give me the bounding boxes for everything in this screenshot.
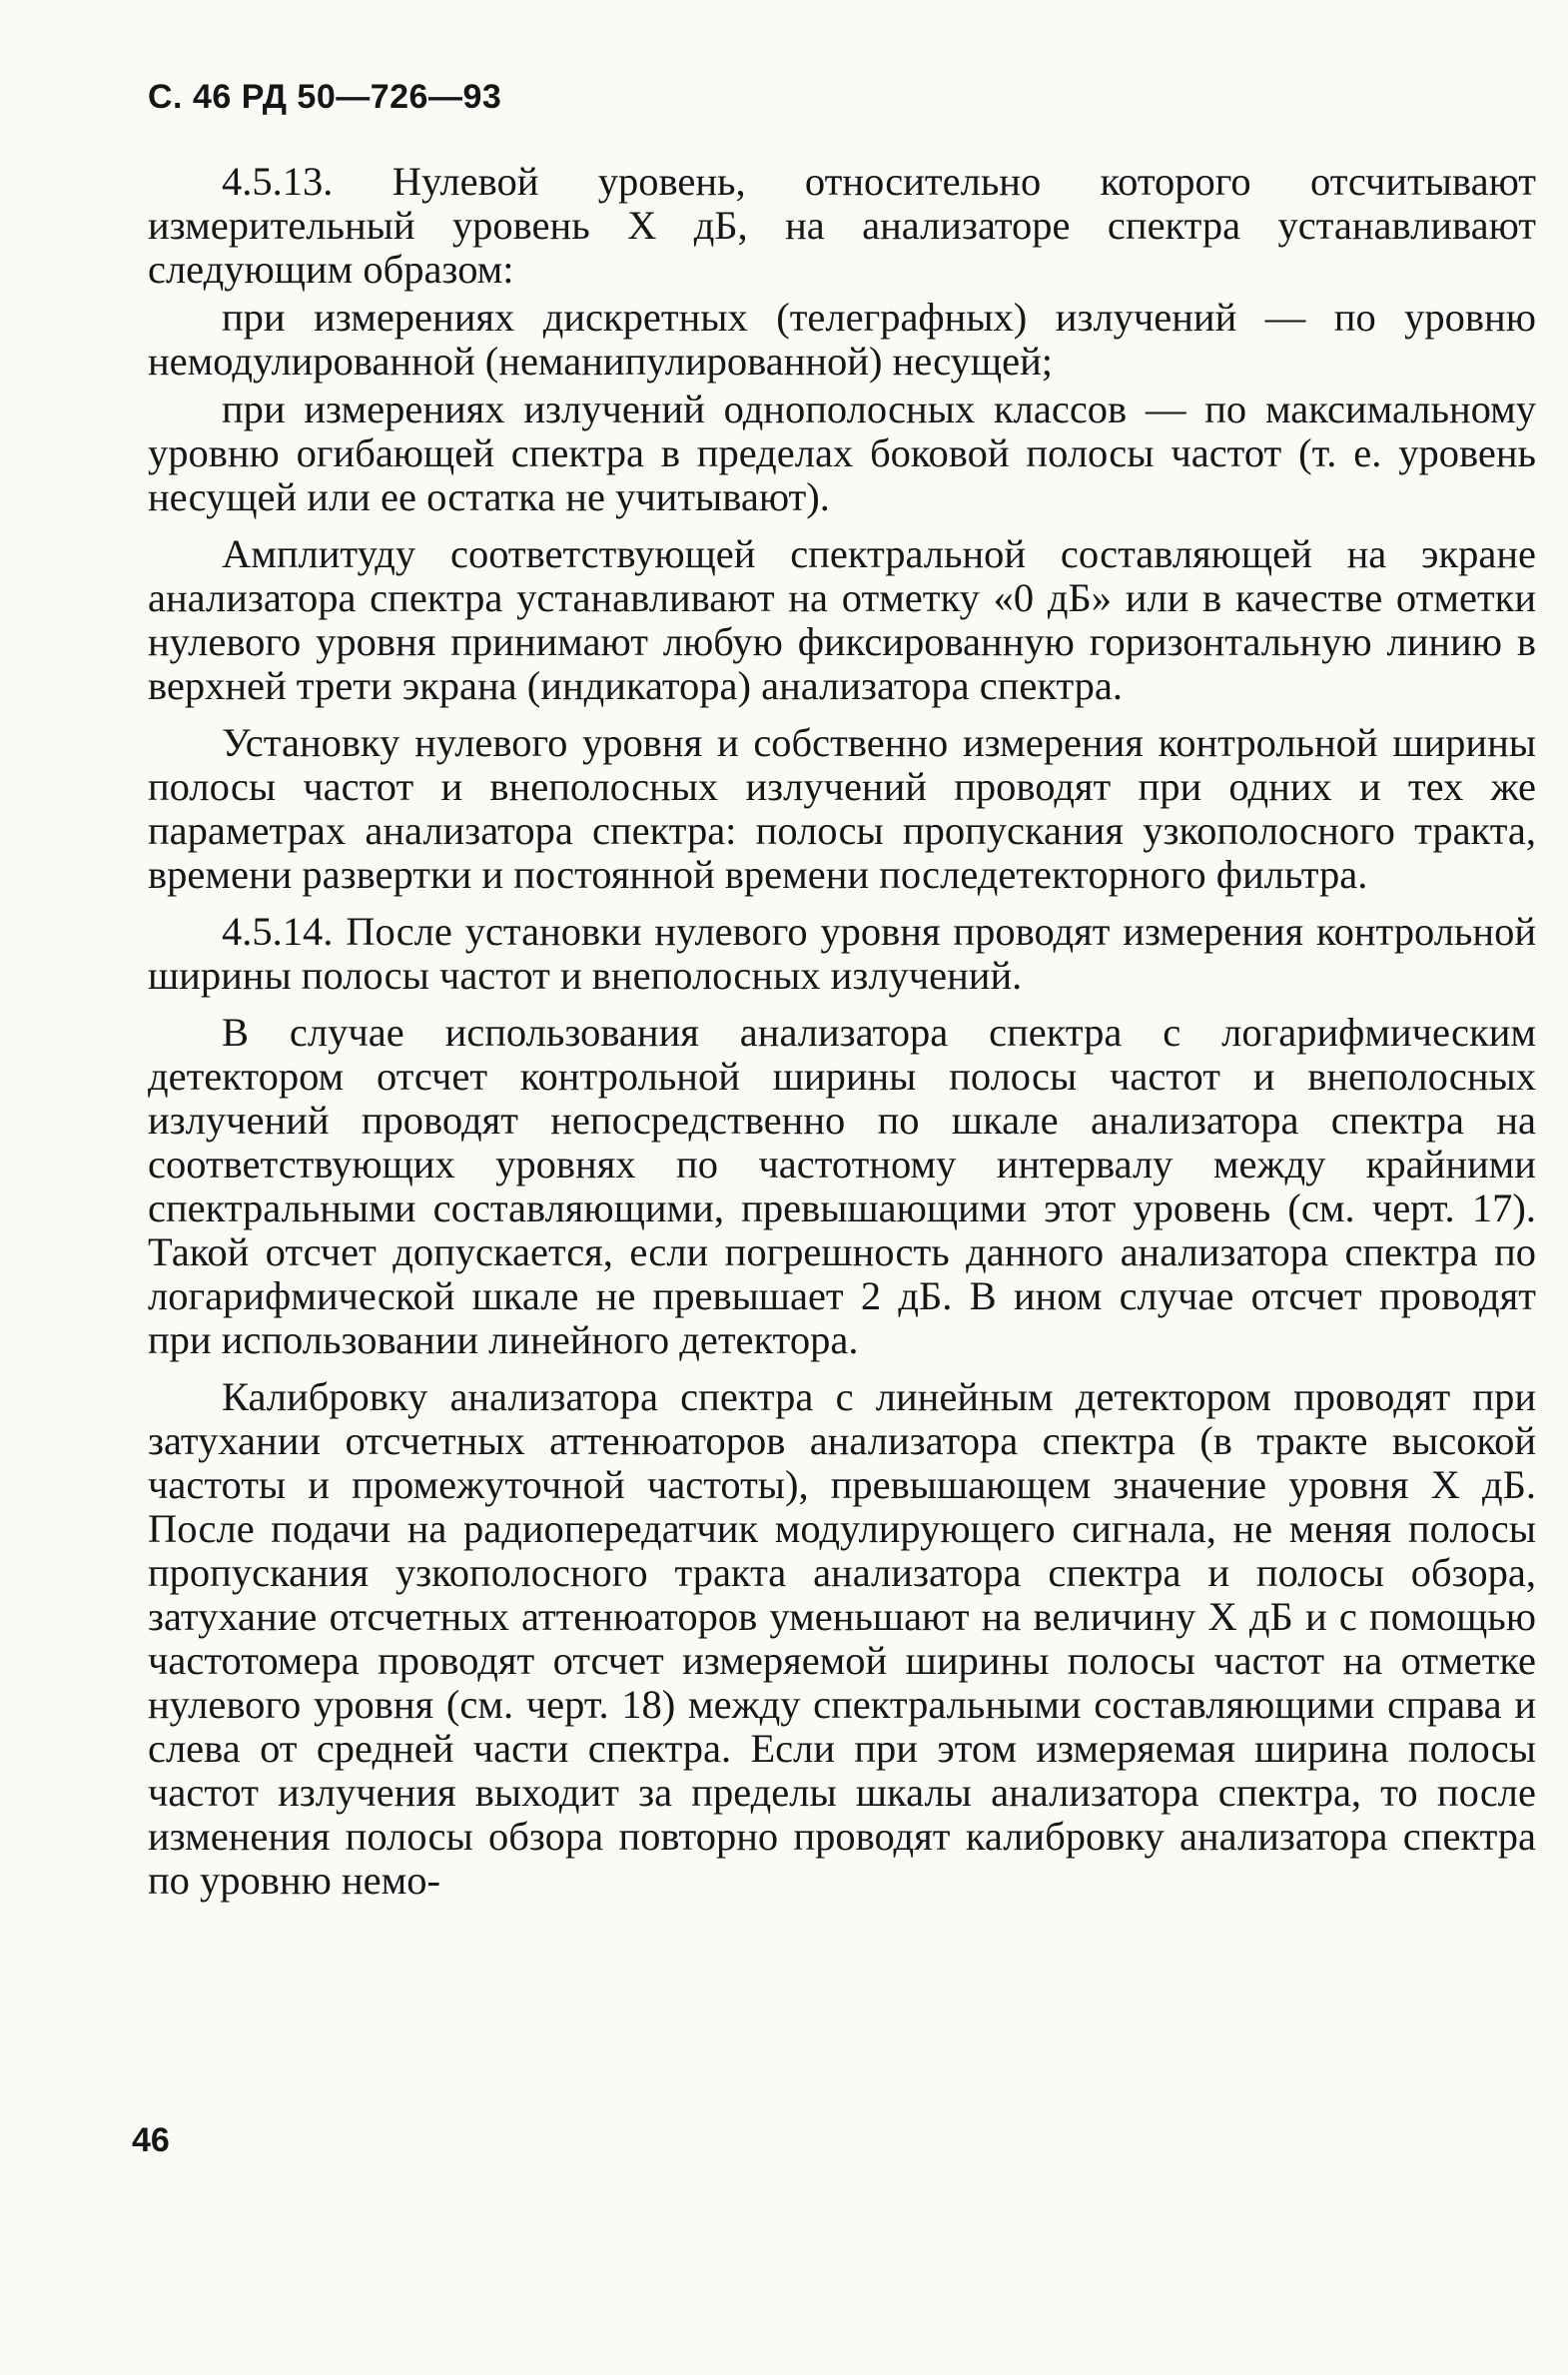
running-header: С. 46 РД 50—726—93 [148, 78, 502, 116]
document-body [148, 160, 1536, 1903]
paragraph-log-detector: В случае использования анализатора спектра с логарифмическим детектором отсчет контрольной ширины полосы частот и внеполосных излучений проводят непосредственно по шкале анализатора спектра на соответствующих уровнях по частотному интервалу между крайними спектральными составляющими, превышающими этот уровень (см. черт. 17). Такой отсчет допускается, если погрешность данного анализатора спектра по логарифмической шкале не превышает 2 дБ. В ином случае отсчет проводят при использовании линейного детектора. [148, 1010, 1536, 1362]
paragraph-zero-level-setup: Установку нулевого уровня и собственно измерения контрольной ширины полосы частот и внеполосных излучений проводят при одних и тех же параметрах анализатора спектра: полосы пропускания узкополосного тракта, времени развертки и постоянной времени последетекторного фильтра. [148, 720, 1536, 897]
page-number: 46 [132, 2121, 170, 2159]
paragraph-4-5-14: 4.5.14. После установки нулевого уровня проводят измерения контрольной ширины полосы частот и внеполосных излучений. [148, 909, 1536, 998]
paragraph-4-5-13: 4.5.13. Нулевой уровень, относительно которого отсчитывают измерительный уровень X дБ, на анализаторе спектра устанавливают следующим образом: [148, 159, 1536, 292]
paragraph-discrete-emissions: при измерениях дискретных (телеграфных) излучений — по уровню немодулированной (неманипулированной) несущей; [148, 295, 1536, 384]
paragraph-amplitude: Амплитуду соответствующей спектральной составляющей на экране анализатора спектра устанавливают на отметку «0 дБ» или в качестве отметки нулевого уровня принимают любую фиксированную горизонтальную линию в верхней трети экрана (индикатора) анализатора спектра. [148, 531, 1536, 708]
paragraph-linear-detector: Калибровку анализатора спектра с линейным детектором проводят при затухании отсчетных аттенюаторов анализатора спектра (в тракте высокой частоты и промежуточной частоты), превышающем значение уровня X дБ. После подачи на радиопередатчик модулирующего сигнала, не меняя полосы пропускания узкополосного тракта анализатора спектра и полосы обзора, затухание отсчетных аттенюаторов уменьшают на величину X дБ и с помощью частотомера проводят отсчет измеряемой ширины полосы частот на отметке нулевого уровня (см. черт. 18) между спектральными составляющими справа и слева от средней части спектра. Если при этом измеряемая ширина полосы частот излучения выходит за пределы шкалы анализатора спектра, то после изменения полосы обзора повторно проводят калибровку анализатора спектра по уровню немо- [148, 1374, 1536, 1903]
paragraph-ssb-emissions: при измерениях излучений однополосных классов — по максимальному уровню огибающей спектра в пределах боковой полосы частот (т. е. уровень несущей или ее остатка не учитывают). [148, 387, 1536, 519]
